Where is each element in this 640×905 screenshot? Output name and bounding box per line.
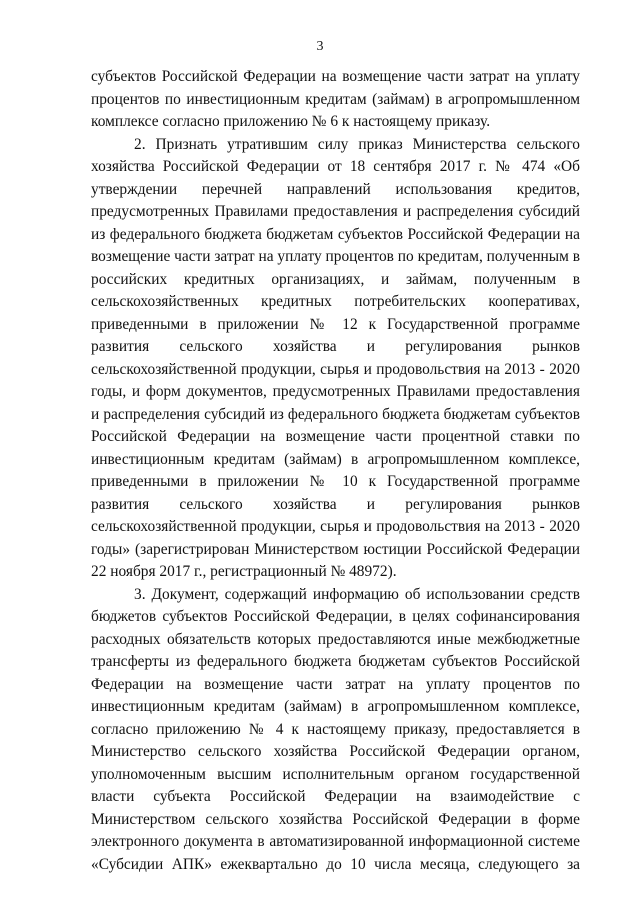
paragraph-3-reporting-document: 3. Документ, содержащий информацию об использовании средств бюджетов субъектов Российской Федерации, в целях софинансирования расходных обязательств которых предоставляются иные межбюджетные трансферты из федерального бюджета бюджетам субъектов Российской Федерации на возмещение части затрат на уплату процентов по инвестиционным кредитам (займам) в агропромышленном комплексе, согласно приложению № 4 к настоящему приказу, предоставляется в Министерство сельского хозяйства Российской Федерации органом, уполномоченным высшим исполнительным органом государственной власти субъекта Российской Федерации на взаимодействие с Министерством сельского хозяйства Российской Федерации в форме электронного документа в автоматизированной информационной системе «Субсидии АПК» ежеквартально до 10 числа месяца, следующего за bbox=[91, 585, 580, 873]
document-body bbox=[91, 66, 580, 876]
paragraph-2-repeal-order: 2. Признать утратившим силу приказ Министерства сельского хозяйства Российской Федерации от 18 сентября 2017 г. № 474 «Об утверждении перечней направлений использования кредитов, предусмотренных Правилами предоставления и распределения субсидий из федерального бюджета бюджетам субъектов Российской Федерации на возмещение части затрат на уплату процентов по кредитам, полученным в российских кредитных организациях, и займам, полученным в сельскохозяйственных кредитных потребительских кооперативах, приведенными в приложении № 12 к Государственной программе развития сельского хозяйства и регулирования рынков сельскохозяйственной продукции, сырья и продовольствия на 2013 - 2020 годы, и форм документов, предусмотренных Правилами предоставления и распределения субсидий из федерального бюджета бюджетам субъектов Российской Федерации на возмещение части процентной ставки по инвестиционным кредитам (займам) в агропромышленном комплексе, приведенными в приложении № 10 к Государственной программе развития сельского хозяйства и регулирования рынков сельскохозяйственной продукции, сырья и продовольствия на 2013 - 2020 годы» (зарегистрирован Министерством юстиции Российской Федерации 22 ноября 2017 г., регистрационный № 48972). bbox=[91, 135, 580, 580]
paragraph-continuation: субъектов Российской Федерации на возмещение части затрат на уплату процентов по инвестиционным кредитам (займам) в агропромышленном комплексе согласно приложению № 6 к настоящему приказу. bbox=[91, 68, 580, 130]
page-number: 3 bbox=[316, 39, 324, 54]
